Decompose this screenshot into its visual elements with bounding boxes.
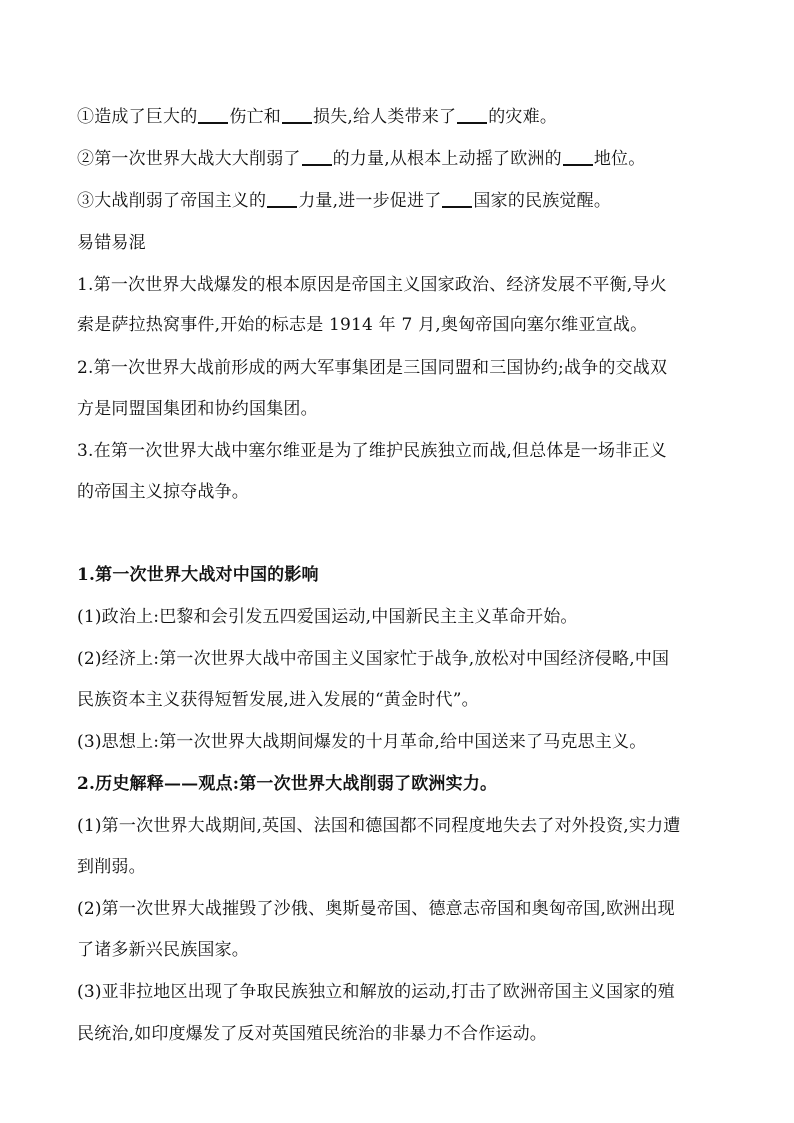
text-segment: 的力量,从根本上动摇了欧洲的 bbox=[332, 149, 562, 169]
paragraph-line: 2.第一次世界大战前形成的两大军事集团是三国同盟和三国协约;战争的交战双 bbox=[77, 358, 668, 378]
fill-blank bbox=[267, 205, 297, 208]
paragraph-line: 的帝国主义掠夺战争。 bbox=[77, 482, 249, 502]
paragraph-line: (3)思想上:第一次世界大战期间爆发的十月革命,给中国送来了马克思主义。 bbox=[77, 732, 647, 752]
paragraph-line: 了诸多新兴民族国家。 bbox=[77, 940, 249, 960]
section-heading-china-impact: 1.第一次世界大战对中国的影响 bbox=[77, 565, 319, 585]
text-segment: 力量,进一步促进了 bbox=[298, 191, 442, 211]
text-segment: ③大战削弱了帝国主义的 bbox=[77, 191, 267, 211]
paragraph-line: 民统治,如印度爆发了反对英国殖民统治的非暴力不合作运动。 bbox=[77, 1024, 548, 1044]
paragraph-line: 到削弱。 bbox=[77, 857, 146, 877]
paragraph-line: 方是同盟国集团和协约国集团。 bbox=[77, 399, 318, 419]
fill-blank bbox=[563, 163, 593, 166]
text-segment: 的灾难。 bbox=[488, 107, 558, 127]
section-heading-historical-interpretation: 2.历史解释——观点:第一次世界大战削弱了欧洲实力。 bbox=[77, 774, 498, 794]
impact-item-3 bbox=[77, 190, 722, 212]
text-segment: 国家的民族觉醒。 bbox=[473, 191, 612, 211]
paragraph-line: (3)亚非拉地区出现了争取民族独立和解放的运动,打击了欧洲帝国主义国家的殖 bbox=[77, 982, 675, 1002]
paragraph-line: (2)经济上:第一次世界大战中帝国主义国家忙于战争,放松对中国经济侵略,中国 bbox=[77, 649, 670, 669]
paragraph-line: (1)第一次世界大战期间,英国、法国和德国都不同程度地失去了对外投资,实力遭 bbox=[77, 816, 681, 836]
paragraph-line: 1.第一次世界大战爆发的根本原因是帝国主义国家政治、经济发展不平衡,导火 bbox=[77, 275, 667, 295]
text-segment: ①造成了巨大的 bbox=[77, 107, 198, 127]
text-segment: 损失,给人类带来了 bbox=[313, 107, 457, 127]
paragraph-line: 3.在第一次世界大战中塞尔维亚是为了维护民族独立而战,但总体是一场非正义 bbox=[77, 441, 667, 461]
paragraph-line: 民族资本主义获得短暂发展,进入发展的“黄金时代”。 bbox=[77, 690, 479, 710]
paragraph-line: (2)第一次世界大战摧毁了沙俄、奥斯曼帝国、德意志帝国和奥匈帝国,欧洲出现 bbox=[77, 899, 675, 919]
paragraph-line: 索是萨拉热窝事件,开始的标志是 1914 年 7 月,奥匈帝国向塞尔维亚宣战。 bbox=[77, 315, 648, 335]
fill-blank bbox=[198, 121, 228, 124]
fill-blank bbox=[282, 121, 312, 124]
text-segment: ②第一次世界大战大大削弱了 bbox=[77, 149, 301, 169]
text-segment: 地位。 bbox=[593, 149, 646, 169]
impact-item-1 bbox=[77, 106, 722, 128]
paragraph-line: (1)政治上:巴黎和会引发五四爱国运动,中国新民主主义革命开始。 bbox=[77, 607, 578, 627]
impact-item-2 bbox=[77, 148, 722, 170]
fill-blank bbox=[302, 163, 332, 166]
fill-blank bbox=[442, 205, 472, 208]
text-segment: 伤亡和 bbox=[229, 107, 282, 127]
fill-blank bbox=[457, 121, 487, 124]
section-heading-confusables: 易错易混 bbox=[77, 233, 146, 253]
